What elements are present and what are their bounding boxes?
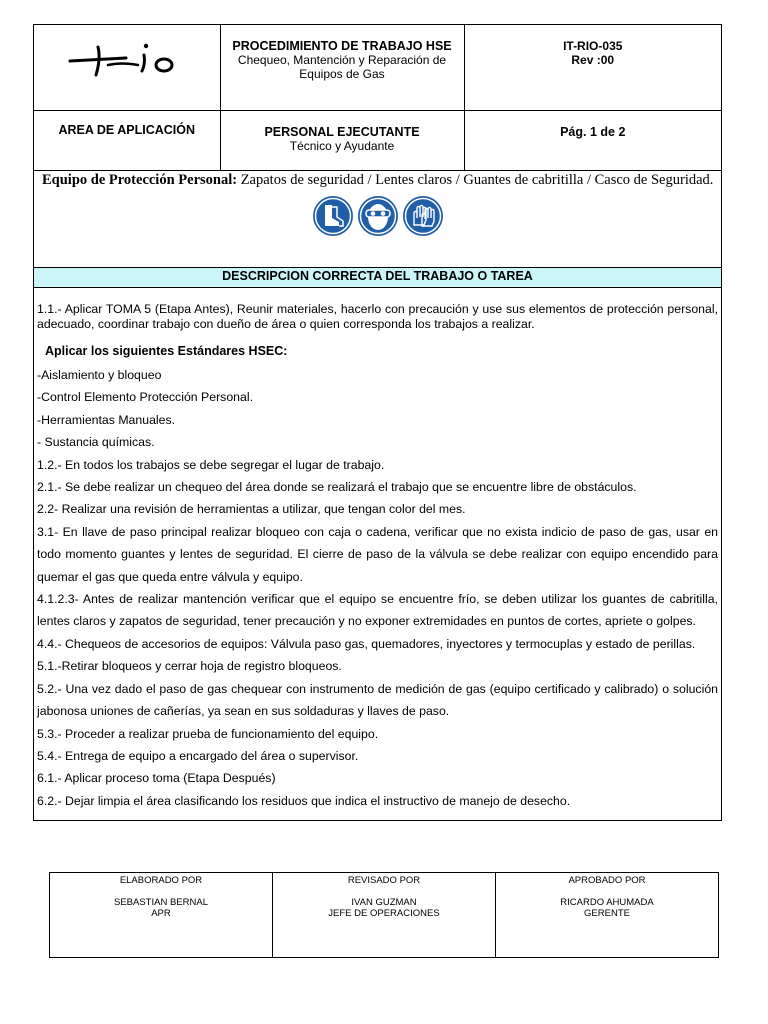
- header-table: [34, 25, 721, 171]
- step-line: -Control Elemento Protección Personal.: [37, 390, 253, 405]
- safety-gloves-icon: [402, 195, 444, 237]
- signature-aprobado: [496, 873, 719, 958]
- step-line: 5.4.- Entrega de equipo a encargado del área o supervisor.: [37, 748, 359, 763]
- safety-goggles-icon: [357, 195, 399, 237]
- code-cell: [464, 25, 721, 111]
- ppe-icons: [37, 195, 718, 237]
- ppe-label: Equipo de Protección Personal:: [42, 172, 238, 188]
- ppe-text-block: [37, 172, 718, 189]
- description-body: [34, 288, 721, 820]
- document-revision: Rev :00: [571, 53, 615, 67]
- step-line: 6.1.- Aplicar proceso toma (Etapa Después): [37, 771, 276, 786]
- step-line: 5.3.- Proceder a realizar prueba de funcionamiento del equipo.: [37, 726, 379, 741]
- intro-paragraph: 1.1.- Aplicar TOMA 5 (Etapa Antes), Reunir materiales, hacerlo con precaución y use sus elementos de protección personal, adecuado, coordinar trabajo con dueño de área o quien corresponda los trabajos a realizar.: [37, 302, 718, 331]
- document-title: PROCEDIMIENTO DE TRABAJO HSE: [232, 39, 452, 53]
- step-line: 3.1- En llave de paso principal realizar bloqueo con caja o cadena, verificar que no exista indicio de paso de gas, usar en todo momento guantes y lentes de seguridad. El cierre de paso de la válvula se debe realizar con equipo encendido para quemar el gas que queda entre válvula y equipo.: [37, 524, 718, 584]
- step-line: 4.4.- Chequeos de accesorios de equipos: Válvula paso gas, quemadores, inyectores y termocuplas y estado de perillas.: [37, 636, 696, 651]
- step-line: -Herramientas Manuales.: [37, 412, 176, 427]
- logo-cell: [34, 25, 220, 111]
- signature-elaborado: [50, 873, 273, 958]
- personnel-cell: [220, 111, 464, 171]
- step-line: 2.1.- Se debe realizar un chequeo del área donde se realizará el trabajo que se encuentre libre de obstáculos.: [37, 480, 637, 495]
- signature-label: APROBADO POR: [568, 875, 646, 886]
- procedure-document: [33, 24, 722, 821]
- signature-revisado: [273, 873, 496, 958]
- document-subtitle: Chequeo, Mantención y Reparación de Equipos de Gas: [237, 53, 447, 81]
- signature-role: APR: [151, 908, 171, 919]
- ppe-section: [34, 171, 721, 268]
- safety-boots-icon: [312, 195, 354, 237]
- procedure-steps: [37, 364, 718, 812]
- signature-name: RICARDO AHUMADA: [560, 897, 654, 908]
- step-line: -Aislamiento y bloqueo: [37, 368, 162, 382]
- signature-name: IVAN GUZMAN: [351, 897, 417, 908]
- signature-name: SEBASTIAN BERNAL: [114, 897, 208, 908]
- personnel-value: Técnico y Ayudante: [289, 139, 395, 153]
- step-line: 6.2.- Dejar limpia el área clasificando los residuos que indica el instructivo de manejo de desecho.: [37, 793, 571, 808]
- step-line: 1.2.- En todos los trabajos se debe segregar el lugar de trabajo.: [37, 457, 385, 472]
- signature-role: GERENTE: [584, 908, 630, 919]
- page-number: Pág. 1 de 2: [464, 111, 721, 171]
- personnel-label: PERSONAL EJECUTANTE: [264, 125, 420, 139]
- ppe-text: Zapatos de seguridad / Lentes claros / Guantes de cabritilla / Casco de Seguridad.: [240, 172, 714, 188]
- step-line: 4.1.2.3- Antes de realizar mantención verificar que el equipo se encuentre frío, se deben utilizar los guantes de cabritilla, lentes claros y zapatos de seguridad, tener precaución y no exponer extremidades en puntos de cortes, apriete o golpes.: [37, 592, 718, 629]
- signature-role: JEFE DE OPERACIONES: [328, 908, 440, 919]
- step-line: 2.2- Realizar una revisión de herramientas a utilizar, que tengan color del mes.: [37, 502, 466, 517]
- signature-logo-icon: [68, 41, 183, 81]
- signatures-table: [49, 872, 719, 958]
- step-line: - Sustancia químicas.: [37, 435, 155, 450]
- step-line: 5.1.-Retirar bloqueos y cerrar hoja de registro bloqueos.: [37, 659, 342, 674]
- area-label: AREA DE APLICACIÓN: [34, 111, 220, 171]
- signature-label: REVISADO POR: [347, 875, 421, 886]
- standards-title: Aplicar los siguientes Estándares HSEC:: [45, 344, 288, 358]
- description-header: DESCRIPCION CORRECTA DEL TRABAJO O TAREA: [34, 268, 721, 288]
- step-line: 5.2.- Una vez dado el paso de gas chequear con instrumento de medición de gas (equipo certificado y calibrado) o solución jabonosa uniones de cañerías, ya sean en sus soldaduras y llaves de paso.: [37, 681, 718, 719]
- signature-label: ELABORADO POR: [119, 875, 203, 886]
- document-code: IT-RIO-035: [563, 39, 623, 53]
- title-cell: [220, 25, 464, 111]
